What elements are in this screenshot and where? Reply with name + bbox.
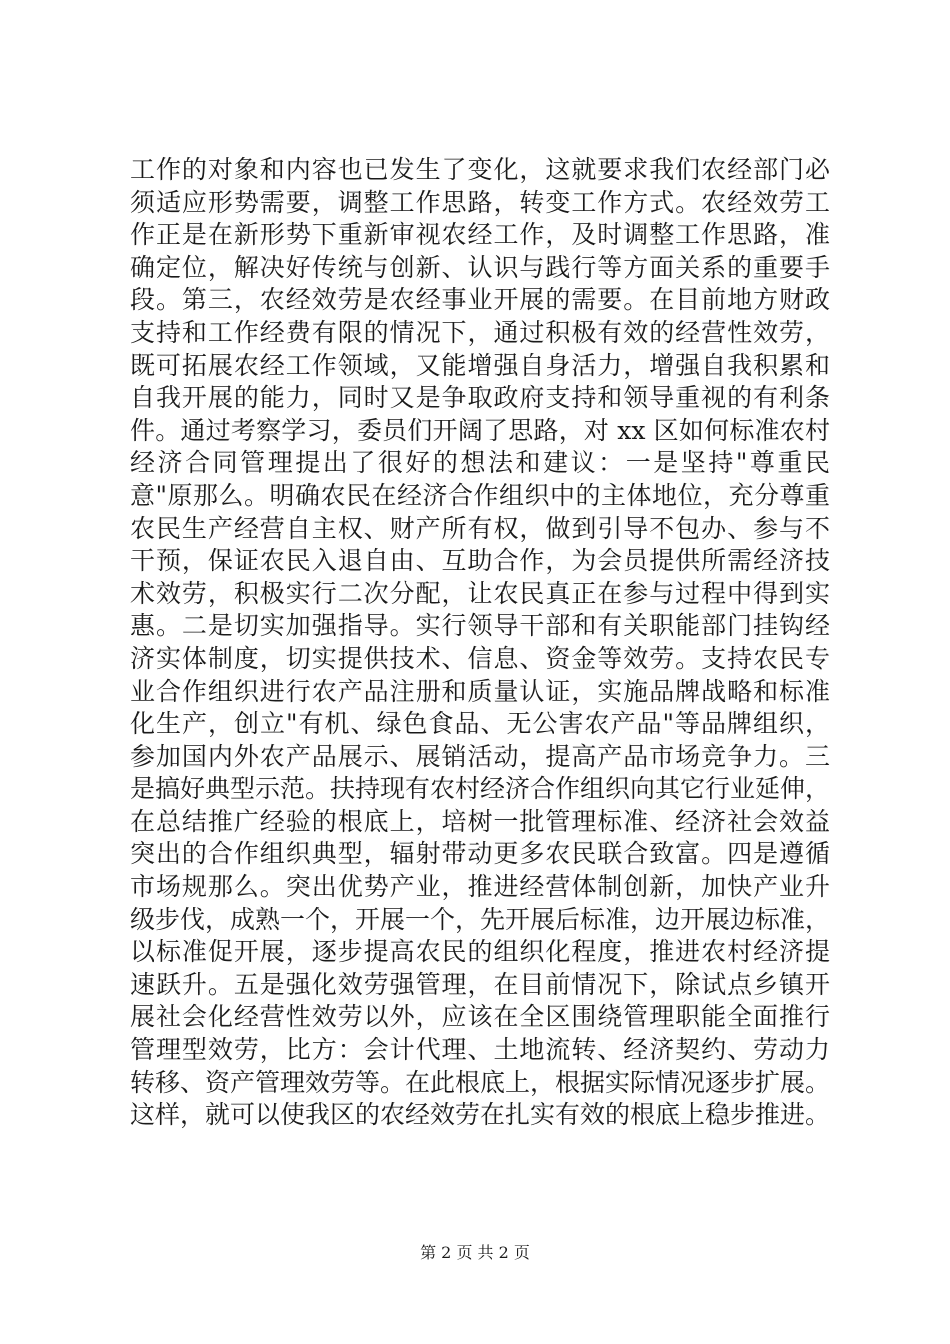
- text-line: 速跃升。五是强化效劳强管理，在目前情况下，除试点乡镇开: [130, 969, 830, 999]
- text-line: 展社会化经营性效劳以外，应该在全区围绕管理职能全面推行: [130, 1002, 830, 1032]
- text-line: 业合作组织进行农产品注册和质量认证，实施品牌战略和标准: [130, 676, 830, 706]
- text-line: 干预，保证农民入退自由、互助合作，为会员提供所需经济技: [130, 546, 830, 576]
- text-line: 突出的合作组织典型，辐射带动更多农民联合致富。四是遵循: [130, 839, 830, 869]
- page-footer: [0, 1243, 950, 1263]
- text-line: 济实体制度，切实提供技术、信息、资金等效劳。支持农民专: [130, 643, 830, 673]
- text-line: 件。通过考察学习，委员们开阔了思路，对 xx 区如何标准农村: [130, 415, 830, 445]
- text-line: 自我开展的能力，同时又是争取政府支持和领导重视的有利条: [130, 383, 830, 413]
- text-line: 化生产，创立"有机、绿色食品、无公害农产品"等品牌组织，: [130, 709, 830, 739]
- text-line: 既可拓展农经工作领域，又能增强自身活力，增强自我积累和: [130, 350, 830, 380]
- text-line: 须适应形势需要，调整工作思路，转变工作方式。农经效劳工: [130, 187, 830, 217]
- text-line: 意"原那么。明确农民在经济合作组织中的主体地位，充分尊重: [130, 480, 830, 510]
- text-line: 确定位，解决好传统与创新、认识与践行等方面关系的重要手: [130, 252, 830, 282]
- text-line: 转移、资产管理效劳等。在此根底上，根据实际情况逐步扩展。: [130, 1067, 831, 1097]
- text-line: 管理型效劳，比方：会计代理、土地流转、经济契约、劳动力: [130, 1035, 830, 1065]
- text-line: 农民生产经营自主权、财产所有权，做到引导不包办、参与不: [130, 513, 830, 543]
- text-line: 这样，就可以使我区的农经效劳在扎实有效的根底上稳步推进。: [130, 1100, 831, 1130]
- text-line: 是搞好典型示范。扶持现有农村经济合作组织向其它行业延伸，: [130, 774, 831, 804]
- text-line: 级步伐，成熟一个，开展一个，先开展后标准，边开展边标准，: [130, 904, 831, 934]
- text-line: 惠。二是切实加强指导。实行领导干部和有关职能部门挂钩经: [130, 611, 830, 641]
- text-line: 参加国内外农产品展示、展销活动，提高产品市场竞争力。三: [130, 741, 830, 771]
- text-line: 术效劳，积极实行二次分配，让农民真正在参与过程中得到实: [130, 578, 830, 608]
- text-line: 以标准促开展，逐步提高农民的组织化程度，推进农村经济提: [130, 937, 830, 967]
- text-line: 支持和工作经费有限的情况下，通过积极有效的经营性效劳，: [130, 317, 830, 347]
- text-line: 段。第三，农经效劳是农经事业开展的需要。在目前地方财政: [130, 285, 830, 315]
- page-number-label: 第 2 页 共 2 页: [420, 1243, 530, 1262]
- body-text: [130, 154, 830, 1132]
- text-line: 工作的对象和内容也已发生了变化，这就要求我们农经部门必: [130, 155, 830, 184]
- text-line: 经济合同管理提出了很好的想法和建议：一是坚持"尊重民: [130, 448, 830, 478]
- text-line: 作正是在新形势下重新审视农经工作，及时调整工作思路，准: [130, 220, 830, 250]
- text-line: 市场规那么。突出优势产业，推进经营体制创新，加快产业升: [130, 872, 830, 902]
- text-line: 在总结推广经验的根底上，培树一批管理标准、经济社会效益: [130, 806, 830, 836]
